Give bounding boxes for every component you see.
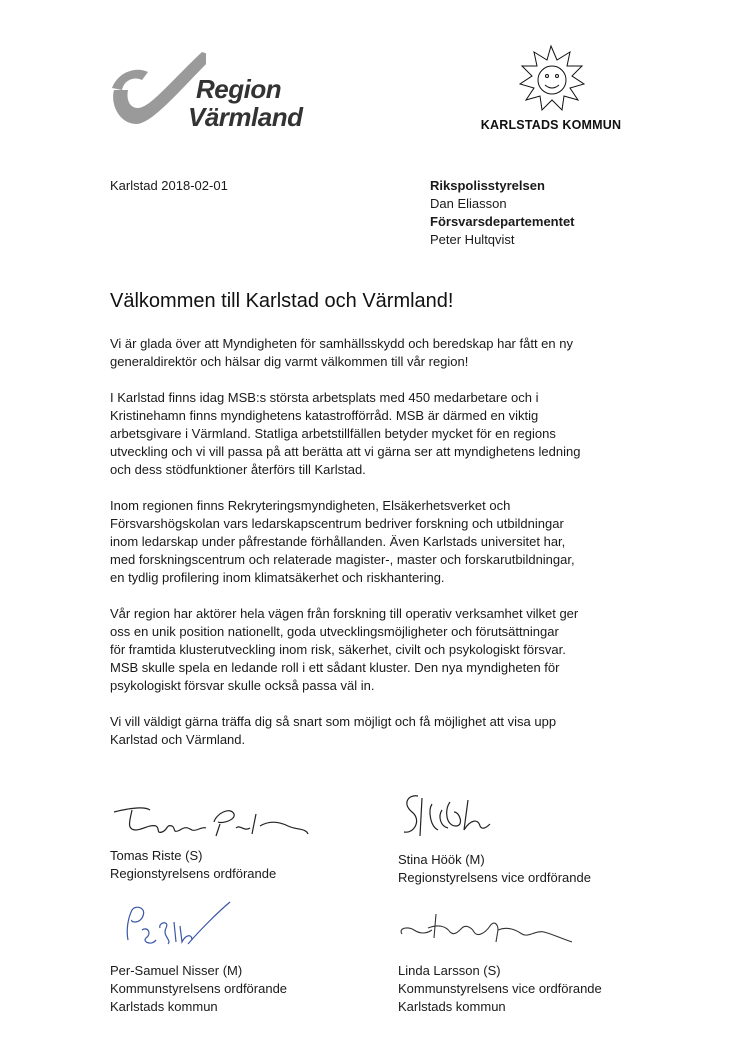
signer-name: Per-Samuel Nisser (M) (110, 963, 243, 978)
paragraph (110, 389, 640, 479)
signer-org: Karlstads kommun (398, 999, 506, 1014)
kommun-name: KARLSTADS KOMMUN (480, 118, 622, 132)
region-varmland-logo (106, 50, 316, 132)
signer-name: Linda Larsson (S) (398, 963, 501, 978)
recipient-org: Rikspolisstyrelsen (430, 178, 545, 193)
paragraph (110, 335, 640, 371)
signer-name: Stina Höök (M) (398, 852, 485, 867)
signature-per-samuel-nisser (118, 900, 234, 956)
line: med forskningscentrum och relaterade magister-, master och forskarutbildningar, (110, 552, 575, 567)
letter-body (110, 335, 640, 767)
letter-date: Karlstad 2018-02-01 (110, 178, 228, 193)
recipient-person: Peter Hultqvist (430, 232, 515, 247)
signature-linda-larsson (398, 908, 574, 948)
logo-word-region: Region (196, 74, 282, 104)
sun-icon (466, 44, 636, 116)
line: en tydlig profilering inom klimatsäkerhet och riskhantering. (110, 570, 445, 585)
line: och dess stödfunktioner återförs till Karlstad. (110, 462, 366, 477)
line: Vi vill väldigt gärna träffa dig så snart som möjligt och få möjlighet att visa upp (110, 714, 557, 729)
letter-heading: Välkommen till Karlstad och Värmland! (110, 290, 454, 312)
line: inom ledarskap under påfrestande förhållanden. Även Karlstads universitet har, (110, 534, 566, 549)
recipients-block (430, 177, 575, 249)
logo-word-varmland: Värmland (188, 102, 303, 132)
signer-org: Karlstads kommun (110, 999, 218, 1014)
line: MSB skulle spela en ledande roll i ett sådant kluster. Den nya myndigheten för (110, 660, 560, 675)
signer-block (110, 847, 276, 883)
signature-stina-hook (398, 790, 498, 846)
signer-title: Regionstyrelsens vice ordförande (398, 870, 591, 885)
line: Inom regionen finns Rekryteringsmyndigheten, Elsäkerhetsverket och (110, 498, 511, 513)
paragraph (110, 497, 640, 587)
signer-name: Tomas Riste (S) (110, 848, 203, 863)
line: I Karlstad finns idag MSB:s största arbetsplats med 450 medarbetare och i (110, 390, 539, 405)
line: för framtida klusterutveckling inom risk, säkerhet, civilt och psykologiskt försvar. (110, 642, 566, 657)
recipient-org: Försvarsdepartementet (430, 214, 575, 229)
line: utveckling och vi vill passa på att berätta att vi gärna ser att myndighetens ledning (110, 444, 581, 459)
recipient-person: Dan Eliasson (430, 196, 507, 211)
signer-title: Kommunstyrelsens vice ordförande (398, 981, 602, 996)
line: Försvarshögskolan vars ledarskapscentrum bedriver forskning och utbildningar (110, 516, 564, 531)
signer-block (398, 851, 591, 887)
line: oss en unik position nationellt, goda utvecklingsmöjligheter och förutsättningar (110, 624, 559, 639)
karlstads-kommun-logo (466, 44, 636, 136)
line: Karlstad och Värmland. (110, 732, 246, 747)
line: Kristinehamn finns myndighetens katastrofförråd. MSB är därmed en viktig (110, 408, 539, 423)
signer-block (398, 962, 602, 1016)
line: psykologiskt försvar skulle också passa väl in. (110, 678, 375, 693)
paragraph (110, 605, 640, 695)
signature-tomas-riste (110, 800, 310, 844)
signer-block (110, 962, 287, 1016)
paragraph (110, 713, 640, 749)
line: Vår region har aktörer hela vägen från forskning till operativ verksamhet vilket ger (110, 606, 579, 621)
line: Vi är glada över att Myndigheten för samhällsskydd och beredskap har fått en ny (110, 336, 573, 351)
line: generaldirektör och hälsar dig varmt välkommen till vår region! (110, 354, 469, 369)
signer-title: Regionstyrelsens ordförande (110, 866, 277, 881)
line: arbetsgivare i Värmland. Statliga arbetstillfällen betyder mycket för en regions (110, 426, 556, 441)
signer-title: Kommunstyrelsens ordförande (110, 981, 288, 996)
